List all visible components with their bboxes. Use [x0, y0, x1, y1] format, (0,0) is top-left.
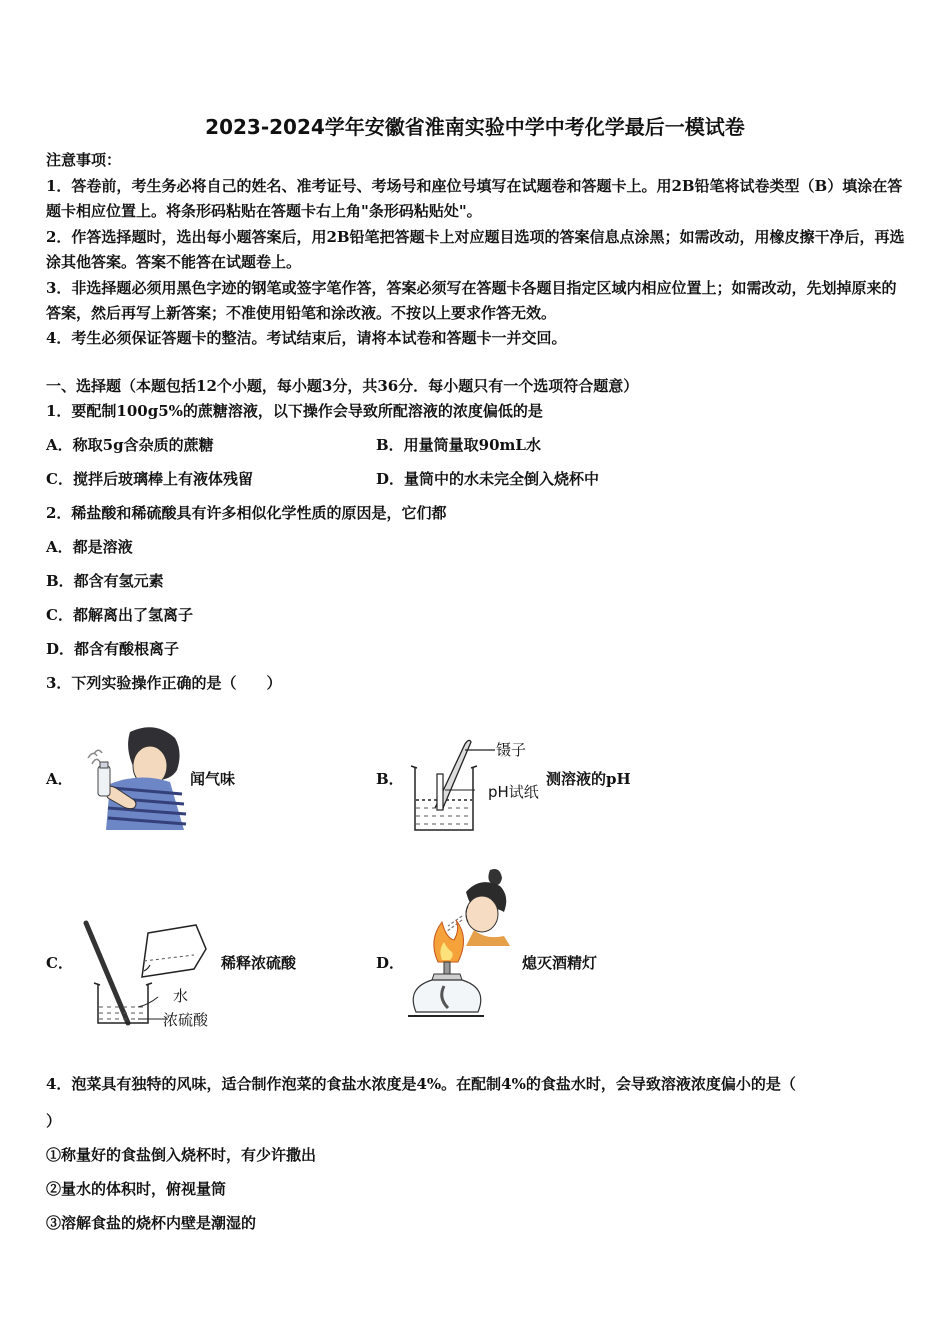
- question-1-option-c[interactable]: C．搅拌后玻璃棒上有液体残留: [46, 470, 253, 488]
- notice-item-3: 3．非选择题必须用黑色字迹的钢笔或签字笔作答，答案必须写在答题卡各题目指定区域内相应位置上；如需改动，先划掉原来的答案，然后再写上新答案；不准使用铅笔和涂改液。不按以上要求作答无效。: [46, 279, 897, 323]
- question-2-stem: 2．稀盐酸和稀硫酸具有许多相似化学性质的原因是，它们都: [46, 504, 447, 522]
- section-heading: 一、选择题（本题包括12个小题，每小题3分，共36分．每小题只有一个选项符合题意）: [46, 377, 639, 395]
- question-2-option-a[interactable]: A．都是溶液: [46, 538, 133, 556]
- question-2-option-c[interactable]: C．都解离出了氢离子: [46, 606, 193, 624]
- sulfuric-acid-label: 浓硫酸: [163, 1011, 209, 1029]
- question-4-stem-line-1: 4．泡菜具有独特的风味，适合制作泡菜的食盐水浓度是4%。在配制4%的食盐水时，会导致溶液浓度偏小的是（: [46, 1075, 796, 1093]
- question-3-option-c-letter[interactable]: C．: [46, 954, 73, 972]
- question-3-option-b-letter[interactable]: B．: [376, 770, 404, 788]
- question-4-stem-line-2: ）: [46, 1112, 62, 1130]
- ph-test-figure: [405, 728, 495, 836]
- notice-heading: 注意事项：: [46, 151, 122, 169]
- ph-paper-label: pH试纸: [488, 783, 539, 801]
- question-4-item-2: ②量水的体积时，俯视量筒: [46, 1180, 227, 1198]
- question-3-option-c-caption: 稀释浓硫酸: [221, 954, 297, 972]
- question-3-stem: 3．下列实验操作正确的是（ ）: [46, 674, 282, 692]
- question-4-item-3: ③溶解食盐的烧杯内壁是潮湿的: [46, 1214, 257, 1232]
- question-4-item-1: ①称量好的食盐倒入烧杯时，有少许撒出: [46, 1146, 317, 1164]
- notice-item-1: 1．答卷前，考生务必将自己的姓名、准考证号、考场号和座位号填写在试题卷和答题卡上。用2B铅笔将试卷类型（B）填涂在答题卡相应位置上。将条形码粘贴在答题卡右上角"条形码粘贴处"。: [46, 177, 903, 221]
- question-3-option-d-caption: 熄灭酒精灯: [522, 954, 598, 972]
- question-3-option-a-caption: 闻气味: [190, 770, 236, 788]
- question-1-option-a[interactable]: A．称取5g含杂质的蔗糖: [46, 436, 214, 454]
- question-2-option-b[interactable]: B．都含有氢元素: [46, 572, 164, 590]
- question-2-option-d[interactable]: D．都含有酸根离子: [46, 640, 180, 658]
- question-1-option-d[interactable]: D．量筒中的水未完全倒入烧杯中: [376, 470, 600, 488]
- page-title: 2023-2024学年安徽省淮南实验中学中考化学最后一模试卷: [205, 115, 745, 139]
- smell-gas-figure: [72, 722, 187, 832]
- tweezers-label: 镊子: [496, 741, 527, 759]
- extinguish-lamp-figure: [404, 866, 524, 1031]
- question-1-stem: 1．要配制100g5%的蔗糖溶液，以下操作会导致所配溶液的浓度偏低的是: [46, 402, 543, 420]
- question-3-option-b-caption: 测溶液的pH: [546, 770, 631, 788]
- question-1-option-b[interactable]: B．用量筒量取90mL水: [376, 436, 541, 454]
- question-3-option-d-letter[interactable]: D．: [376, 954, 405, 972]
- notice-item-4: 4．考生必须保证答题卡的整洁。考试结束后，请将本试卷和答题卡一并交回。: [46, 329, 567, 347]
- notice-item-2: 2．作答选择题时，选出每小题答案后，用2B铅笔把答题卡上对应题目选项的答案信息点涂黑；如需改动，用橡皮擦干净后，再选涂其他答案。答案不能答在试题卷上。: [46, 228, 905, 272]
- water-label: 水: [173, 987, 189, 1005]
- question-3-option-a-letter[interactable]: A．: [46, 770, 73, 788]
